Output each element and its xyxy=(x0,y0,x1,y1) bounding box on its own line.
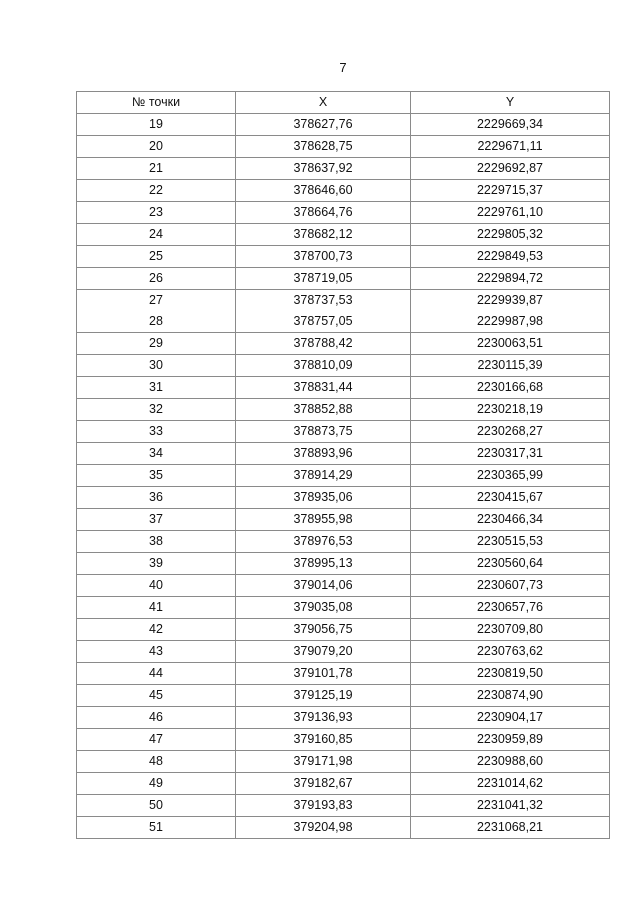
table-row xyxy=(77,268,610,290)
table-row xyxy=(77,729,610,751)
cell-point-number: 19 xyxy=(77,114,236,136)
cell-x: 378700,73 xyxy=(236,246,411,268)
cell-y: 2230063,51 xyxy=(411,333,610,355)
table-row xyxy=(77,575,610,597)
cell-point-number: 46 xyxy=(77,707,236,729)
cell-point-number: 48 xyxy=(77,751,236,773)
page-number: 7 xyxy=(339,60,347,75)
cell-point-number: 22 xyxy=(77,180,236,202)
table-row xyxy=(77,751,610,773)
cell-x: 379056,75 xyxy=(236,619,411,641)
cell-y: 2230515,53 xyxy=(411,531,610,553)
cell-y: 2230959,89 xyxy=(411,729,610,751)
cell-y: 2229669,34 xyxy=(411,114,610,136)
cell-point-number: 51 xyxy=(77,817,236,839)
cell-point-number: 25 xyxy=(77,246,236,268)
table-row xyxy=(77,707,610,729)
table-row xyxy=(77,663,610,685)
cell-x: 378976,53 xyxy=(236,531,411,553)
table-row xyxy=(77,487,610,509)
cell-point-number: 38 xyxy=(77,531,236,553)
cell-x: 378810,09 xyxy=(236,355,411,377)
cell-y: 2230560,64 xyxy=(411,553,610,575)
header-x: X xyxy=(236,92,411,114)
table-row xyxy=(77,202,610,224)
cell-y: 2229939,87 xyxy=(411,290,610,312)
table-header-row xyxy=(77,92,610,114)
cell-point-number: 27 xyxy=(77,290,236,312)
cell-x: 379182,67 xyxy=(236,773,411,795)
cell-x: 379035,08 xyxy=(236,597,411,619)
cell-y: 2229671,11 xyxy=(411,136,610,158)
cell-y: 2230365,99 xyxy=(411,465,610,487)
cell-x: 378646,60 xyxy=(236,180,411,202)
cell-x: 378737,53 xyxy=(236,290,411,312)
table-row xyxy=(77,817,610,839)
cell-point-number: 20 xyxy=(77,136,236,158)
cell-point-number: 47 xyxy=(77,729,236,751)
table-row xyxy=(77,290,610,312)
cell-point-number: 31 xyxy=(77,377,236,399)
cell-point-number: 29 xyxy=(77,333,236,355)
cell-point-number: 30 xyxy=(77,355,236,377)
cell-x: 378788,42 xyxy=(236,333,411,355)
cell-point-number: 37 xyxy=(77,509,236,531)
cell-x: 378893,96 xyxy=(236,443,411,465)
table-row xyxy=(77,333,610,355)
table-row xyxy=(77,355,610,377)
cell-x: 378757,05 xyxy=(236,311,411,333)
cell-y: 2229849,53 xyxy=(411,246,610,268)
table-row xyxy=(77,421,610,443)
cell-x: 378873,75 xyxy=(236,421,411,443)
cell-x: 378682,12 xyxy=(236,224,411,246)
cell-y: 2229987,98 xyxy=(411,311,610,333)
cell-point-number: 42 xyxy=(77,619,236,641)
cell-y: 2229805,32 xyxy=(411,224,610,246)
table-row xyxy=(77,158,610,180)
cell-x: 379101,78 xyxy=(236,663,411,685)
cell-y: 2230415,67 xyxy=(411,487,610,509)
cell-x: 379160,85 xyxy=(236,729,411,751)
header-y: Y xyxy=(411,92,610,114)
cell-y: 2230115,39 xyxy=(411,355,610,377)
table-row xyxy=(77,399,610,421)
cell-y: 2229715,37 xyxy=(411,180,610,202)
cell-y: 2230763,62 xyxy=(411,641,610,663)
cell-y: 2230166,68 xyxy=(411,377,610,399)
cell-x: 378627,76 xyxy=(236,114,411,136)
cell-point-number: 24 xyxy=(77,224,236,246)
table-row xyxy=(77,685,610,707)
cell-point-number: 35 xyxy=(77,465,236,487)
cell-y: 2229761,10 xyxy=(411,202,610,224)
table-row xyxy=(77,641,610,663)
cell-x: 379193,83 xyxy=(236,795,411,817)
cell-point-number: 23 xyxy=(77,202,236,224)
cell-x: 378995,13 xyxy=(236,553,411,575)
cell-y: 2230317,31 xyxy=(411,443,610,465)
cell-x: 379014,06 xyxy=(236,575,411,597)
cell-x: 378637,92 xyxy=(236,158,411,180)
cell-y: 2230988,60 xyxy=(411,751,610,773)
cell-x: 378664,76 xyxy=(236,202,411,224)
cell-x: 378955,98 xyxy=(236,509,411,531)
cell-y: 2230657,76 xyxy=(411,597,610,619)
cell-y: 2229692,87 xyxy=(411,158,610,180)
cell-point-number: 33 xyxy=(77,421,236,443)
table-row xyxy=(77,136,610,158)
cell-x: 378935,06 xyxy=(236,487,411,509)
cell-y: 2231068,21 xyxy=(411,817,610,839)
cell-y: 2230819,50 xyxy=(411,663,610,685)
cell-x: 378914,29 xyxy=(236,465,411,487)
cell-x: 379125,19 xyxy=(236,685,411,707)
cell-point-number: 26 xyxy=(77,268,236,290)
cell-x: 378628,75 xyxy=(236,136,411,158)
cell-y: 2230268,27 xyxy=(411,421,610,443)
cell-x: 379079,20 xyxy=(236,641,411,663)
cell-point-number: 49 xyxy=(77,773,236,795)
cell-point-number: 45 xyxy=(77,685,236,707)
table-row xyxy=(77,465,610,487)
table-row xyxy=(77,553,610,575)
cell-point-number: 43 xyxy=(77,641,236,663)
cell-point-number: 28 xyxy=(77,311,236,333)
table-row xyxy=(77,443,610,465)
table-row xyxy=(77,246,610,268)
table-row xyxy=(77,224,610,246)
table-row xyxy=(77,377,610,399)
coordinates-table xyxy=(76,91,610,839)
cell-point-number: 40 xyxy=(77,575,236,597)
cell-y: 2231041,32 xyxy=(411,795,610,817)
cell-point-number: 36 xyxy=(77,487,236,509)
table-body xyxy=(77,114,610,839)
cell-x: 378719,05 xyxy=(236,268,411,290)
table-row xyxy=(77,773,610,795)
cell-point-number: 34 xyxy=(77,443,236,465)
cell-x: 378831,44 xyxy=(236,377,411,399)
cell-y: 2230709,80 xyxy=(411,619,610,641)
cell-x: 379204,98 xyxy=(236,817,411,839)
cell-y: 2230466,34 xyxy=(411,509,610,531)
cell-x: 379136,93 xyxy=(236,707,411,729)
cell-point-number: 44 xyxy=(77,663,236,685)
cell-y: 2230874,90 xyxy=(411,685,610,707)
table-row xyxy=(77,795,610,817)
cell-point-number: 32 xyxy=(77,399,236,421)
table-row xyxy=(77,531,610,553)
cell-x: 378852,88 xyxy=(236,399,411,421)
cell-point-number: 50 xyxy=(77,795,236,817)
cell-point-number: 21 xyxy=(77,158,236,180)
table-row xyxy=(77,509,610,531)
cell-x: 379171,98 xyxy=(236,751,411,773)
cell-y: 2231014,62 xyxy=(411,773,610,795)
cell-point-number: 41 xyxy=(77,597,236,619)
header-point-number: № точки xyxy=(77,92,236,114)
cell-y: 2230904,17 xyxy=(411,707,610,729)
table-row xyxy=(77,114,610,136)
table-row xyxy=(77,311,610,333)
table-row xyxy=(77,597,610,619)
table-row xyxy=(77,619,610,641)
table-row xyxy=(77,180,610,202)
cell-y: 2229894,72 xyxy=(411,268,610,290)
cell-point-number: 39 xyxy=(77,553,236,575)
cell-y: 2230218,19 xyxy=(411,399,610,421)
cell-y: 2230607,73 xyxy=(411,575,610,597)
